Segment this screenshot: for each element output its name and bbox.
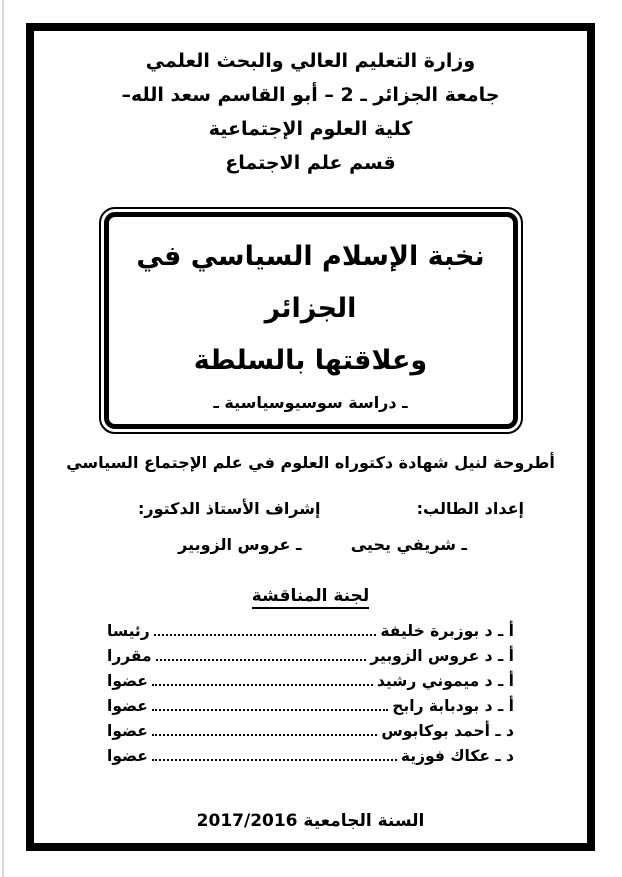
committee-member-role: رئيسا <box>107 622 150 640</box>
dotted-leader <box>152 759 397 761</box>
academic-year: السنة الجامعية 2017/2016 <box>196 811 425 831</box>
university-line: جامعة الجزائر ـ 2 – أبو القاسم سعد الله– <box>121 84 500 106</box>
student-name: ـ شريفي يحيى <box>350 535 467 554</box>
committee-member-name: أ ـ د عروس الزوبير <box>370 647 514 665</box>
dotted-leader <box>152 709 388 711</box>
thesis-title-line1: نخبة الإسلام السياسي في الجزائر <box>136 241 485 324</box>
title-box <box>99 207 523 434</box>
thesis-statement: أطروحة لنيل شهادة دكتوراه العلوم في علم الإجتماع السياسي <box>66 453 555 472</box>
committee-row <box>107 715 514 740</box>
committee-section <box>34 586 587 765</box>
ministry-line: وزارة التعليم العالي والبحث العلمي <box>145 50 476 72</box>
committee-member-role: عضوا <box>107 747 148 765</box>
student-label: إعداد الطالب: <box>416 499 524 518</box>
supervisor-name: ـ عروس الزوبير <box>178 535 302 554</box>
student-column <box>351 499 524 554</box>
committee-member-name: أ ـ د بوزبرة خليفة <box>380 622 514 640</box>
dotted-leader <box>156 659 367 661</box>
dotted-leader <box>154 634 377 636</box>
committee-member-name: د ـ أحمد بوكابوس <box>381 722 514 740</box>
committee-member-name: د ـ عكاك فوزية <box>400 747 514 765</box>
title-box-inner <box>104 212 518 429</box>
committee-heading <box>34 586 587 606</box>
committee-member-role: مقررا <box>107 647 152 665</box>
supervisor-label: إشراف الأستاذ الدكتور: <box>138 499 321 518</box>
department-line: قسم علم الاجتماع <box>225 152 396 174</box>
committee-row <box>107 690 514 715</box>
byline-section <box>34 499 587 554</box>
committee-row <box>107 740 514 765</box>
committee-member-role: عضوا <box>107 672 148 690</box>
thesis-subtitle: ـ دراسة سوسيوسياسية ـ <box>213 393 408 412</box>
committee-row <box>107 615 514 640</box>
scan-edge <box>2 0 4 877</box>
committee-member-role: عضوا <box>107 697 148 715</box>
page-border-frame <box>26 23 595 851</box>
committee-row <box>107 640 514 665</box>
committee-heading-text: لجنة المناقشة <box>252 586 369 609</box>
committee-member-role: عضوا <box>107 722 148 740</box>
faculty-line: كلية العلوم الإجتماعية <box>208 118 413 140</box>
supervisor-column <box>138 499 320 554</box>
committee-member-name: أ ـ د بودبابة رابح <box>392 697 514 715</box>
dotted-leader <box>152 684 373 686</box>
thesis-title-line2: وعلاقتها بالسلطة <box>193 345 428 376</box>
dotted-leader <box>152 734 378 736</box>
committee-row <box>107 665 514 690</box>
committee-list <box>107 615 514 765</box>
committee-member-name: أ ـ د ميموني رشيد <box>376 672 514 690</box>
university-header <box>34 44 587 180</box>
